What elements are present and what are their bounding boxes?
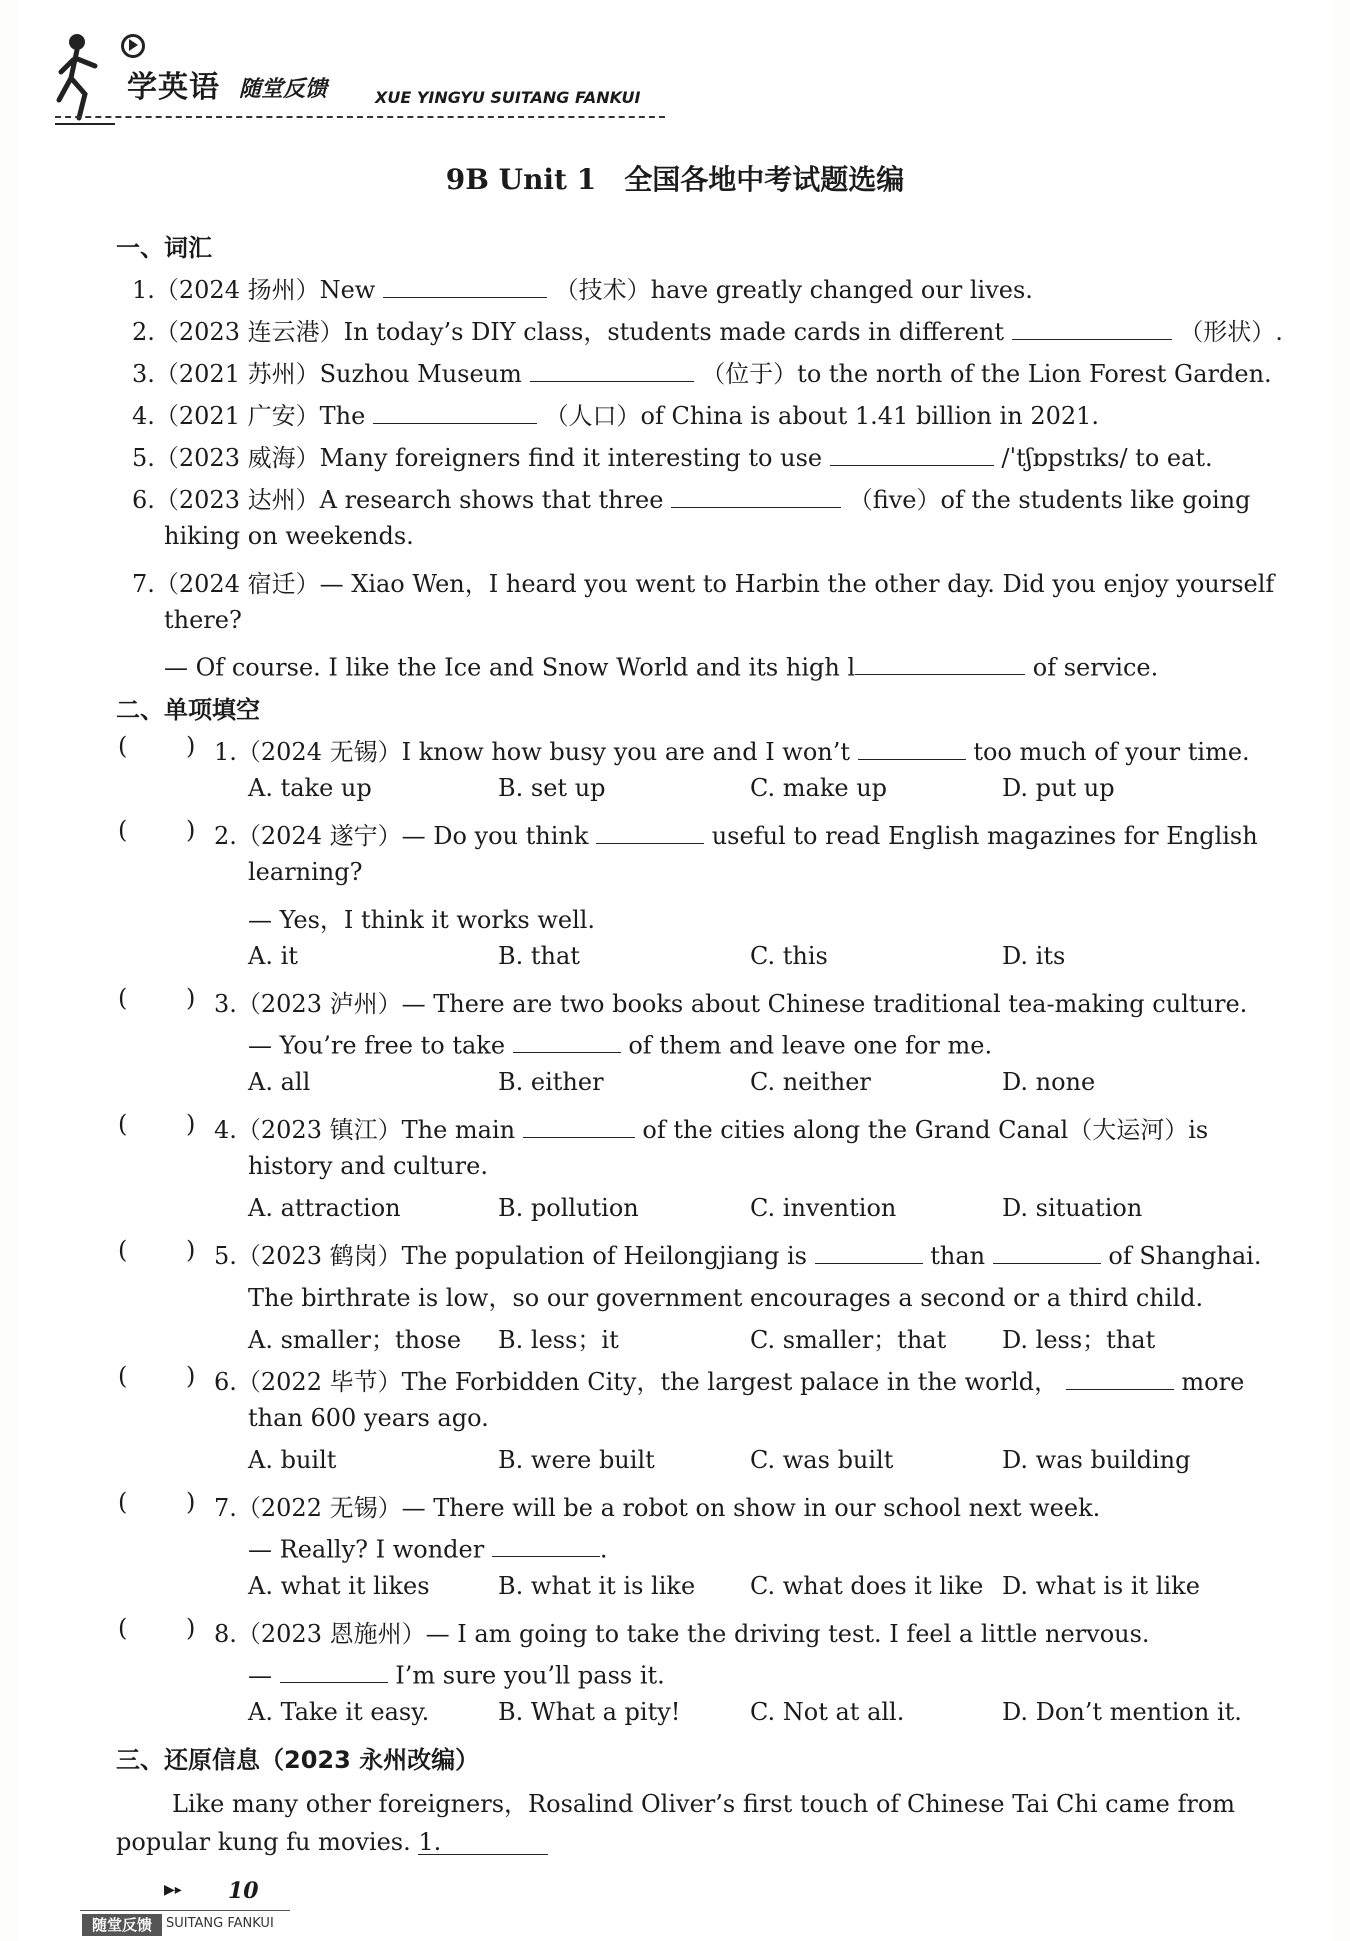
option-d[interactable]: D. less；that bbox=[1002, 1326, 1156, 1354]
page-number: 10 bbox=[228, 1878, 259, 1904]
vocab-item-text: 2.（2023 连云港）In today’s DIY class，students made cards in different bbox=[132, 318, 1004, 346]
option-d[interactable]: D. Don’t mention it. bbox=[1002, 1698, 1242, 1726]
option-c[interactable]: C. was built bbox=[750, 1446, 894, 1474]
question-stem: 5.（2023 鹤岗）The population of Heilongjiang is bbox=[214, 1242, 807, 1270]
question-stem: — bbox=[248, 1661, 272, 1690]
header-dashed-line bbox=[55, 116, 665, 118]
mc-question-6 bbox=[214, 1362, 1244, 1397]
option-b[interactable]: B. pollution bbox=[498, 1194, 639, 1222]
mc-question-7: 7.（2022 无锡）— There will be a robot on show in our school next week. bbox=[214, 1494, 1101, 1522]
option-b[interactable]: B. what it is like bbox=[498, 1572, 696, 1600]
answer-paren-right: ) bbox=[186, 984, 196, 1012]
option-c[interactable]: C. make up bbox=[750, 774, 888, 802]
option-b[interactable]: B. set up bbox=[498, 774, 606, 802]
option-c[interactable]: C. Not at all. bbox=[750, 1698, 905, 1726]
vocab-item-4 bbox=[132, 396, 1099, 431]
footer-arrows-icon: ▶▸ bbox=[164, 1882, 182, 1898]
option-a[interactable]: A. what it likes bbox=[248, 1572, 430, 1600]
mc-question-4 bbox=[214, 1110, 1208, 1145]
answer-blank[interactable] bbox=[492, 1530, 600, 1557]
answer-blank[interactable] bbox=[596, 817, 704, 844]
answer-blank[interactable] bbox=[1012, 313, 1172, 340]
option-c[interactable]: C. neither bbox=[750, 1068, 871, 1096]
answer-paren-left: ( bbox=[118, 732, 128, 760]
question-stem: useful to read English magazines for English bbox=[711, 822, 1258, 850]
option-b[interactable]: B. that bbox=[498, 942, 580, 970]
vocab-item-text: 1.（2024 扬州）New bbox=[132, 276, 376, 304]
mc-question-5-cont: The birthrate is low，so our government encourages a second or a third child. bbox=[248, 1284, 1204, 1312]
option-c[interactable]: C. invention bbox=[750, 1194, 897, 1222]
question-stem: . bbox=[599, 1535, 608, 1564]
option-a[interactable]: A. it bbox=[248, 942, 298, 970]
answer-blank[interactable] bbox=[530, 355, 694, 382]
play-triangle-icon bbox=[129, 39, 138, 51]
question-stem: — Really? I wonder bbox=[248, 1535, 485, 1564]
section2-heading: 二、单项填空 bbox=[116, 696, 260, 724]
answer-paren-left: ( bbox=[118, 1236, 128, 1264]
mc-question-5 bbox=[214, 1236, 1261, 1271]
vocab-item-text: 3.（2021 苏州）Suzhou Museum bbox=[132, 360, 522, 388]
vocab-item-text: 5.（2023 威海）Many foreigners find it interesting to use bbox=[132, 444, 823, 472]
option-a[interactable]: A. Take it easy. bbox=[248, 1698, 430, 1726]
page-title: 9B Unit 1 全国各地中考试题选编 bbox=[445, 163, 905, 196]
vocab-item-7: 7.（2024 宿迁）— Xiao Wen，I heard you went to Harbin the other day. Did you enjoy yourself bbox=[132, 570, 1275, 598]
option-d[interactable]: D. put up bbox=[1002, 774, 1115, 802]
answer-paren-right: ) bbox=[186, 1110, 196, 1138]
option-c[interactable]: C. smaller；that bbox=[750, 1326, 947, 1354]
answer-blank-1[interactable] bbox=[418, 1828, 548, 1855]
blank-number: 1. bbox=[418, 1828, 442, 1856]
answer-blank[interactable] bbox=[858, 733, 966, 760]
mc-question-8-reply bbox=[248, 1656, 665, 1689]
vocab-item-text: （技术）have greatly changed our lives. bbox=[554, 276, 1033, 304]
vocab-item-text: （人口）of China is about 1.41 billion in 2021. bbox=[544, 402, 1100, 430]
option-d[interactable]: D. what is it like bbox=[1002, 1572, 1200, 1600]
answer-paren-right: ) bbox=[186, 1488, 196, 1516]
mc-question-3: 3.（2023 泸州）— There are two books about Chinese traditional tea-making culture. bbox=[214, 990, 1248, 1018]
answer-paren-left: ( bbox=[118, 1362, 128, 1390]
mc-question-1 bbox=[214, 732, 1250, 767]
answer-blank[interactable] bbox=[513, 1026, 621, 1053]
section1-heading: 一、词汇 bbox=[116, 234, 212, 262]
option-b[interactable]: B. were built bbox=[498, 1446, 655, 1474]
header-en-title: XUE YINGYU SUITANG FANKUI bbox=[375, 88, 641, 107]
option-c[interactable]: C. what does it like bbox=[750, 1572, 984, 1600]
answer-paren-right: ) bbox=[186, 1236, 196, 1264]
vocab-item-7-cont: there? bbox=[164, 606, 242, 634]
vocab-item-text: 4.（2021 广安）The bbox=[132, 402, 366, 430]
answer-blank[interactable] bbox=[383, 271, 547, 298]
question-stem: of Shanghai. bbox=[1108, 1242, 1262, 1270]
header-cn-sub: 随堂反馈 bbox=[239, 77, 328, 102]
question-stem: 4.（2023 镇江）The main bbox=[214, 1116, 516, 1144]
question-stem: 6.（2022 毕节）The Forbidden City，the largest palace in the world， bbox=[214, 1368, 1059, 1396]
option-d[interactable]: D. its bbox=[1002, 942, 1066, 970]
header-banner bbox=[55, 28, 675, 128]
option-d[interactable]: D. situation bbox=[1002, 1194, 1143, 1222]
answer-paren-left: ( bbox=[118, 816, 128, 844]
answer-paren-left: ( bbox=[118, 984, 128, 1012]
answer-blank[interactable] bbox=[855, 648, 1025, 675]
mc-question-8: 8.（2023 恩施州）— I am going to take the driving test. I feel a little nervous. bbox=[214, 1620, 1150, 1648]
footer-en-label: SUITANG FANKUI bbox=[166, 1916, 274, 1931]
answer-paren-left: ( bbox=[118, 1110, 128, 1138]
footer-rule bbox=[80, 1910, 290, 1911]
question-stem: of them and leave one for me. bbox=[628, 1031, 993, 1060]
vocab-item-6 bbox=[132, 480, 1250, 515]
vocab-item-text: of service. bbox=[1032, 653, 1159, 682]
vocab-item-6-cont: hiking on weekends. bbox=[164, 522, 414, 550]
answer-blank[interactable] bbox=[830, 439, 994, 466]
vocab-item-3 bbox=[132, 354, 1272, 389]
question-stem: than bbox=[930, 1242, 986, 1270]
answer-blank[interactable] bbox=[280, 1656, 388, 1683]
mc-question-6-cont: than 600 years ago. bbox=[248, 1404, 489, 1432]
answer-blank[interactable] bbox=[993, 1237, 1101, 1264]
option-d[interactable]: D. was building bbox=[1002, 1446, 1191, 1474]
answer-paren-left: ( bbox=[118, 1488, 128, 1516]
vocab-item-5 bbox=[132, 438, 1213, 473]
vocab-item-text: （形状）. bbox=[1179, 318, 1283, 346]
option-a[interactable]: A. smaller；those bbox=[248, 1326, 462, 1354]
vocab-item-2 bbox=[132, 312, 1283, 347]
answer-paren-right: ) bbox=[186, 1614, 196, 1642]
question-stem: 2.（2024 遂宁）— Do you think bbox=[214, 822, 589, 850]
question-stem: I’m sure you’ll pass it. bbox=[395, 1661, 665, 1690]
question-stem: of the cities along the Grand Canal（大运河）is bbox=[642, 1116, 1209, 1144]
vocab-item-text: /ˈtʃɒpstɪks/ to eat. bbox=[1001, 444, 1213, 472]
answer-paren-right: ) bbox=[186, 732, 196, 760]
option-a[interactable]: A. built bbox=[248, 1446, 337, 1474]
option-b[interactable]: B. What a pity! bbox=[498, 1698, 681, 1726]
question-stem: more bbox=[1181, 1368, 1245, 1396]
section3-heading: 三、还原信息（2023 永州改编） bbox=[116, 1746, 480, 1774]
vocab-item-1 bbox=[132, 270, 1033, 305]
mc-question-7-reply bbox=[248, 1530, 608, 1563]
answer-paren-right: ) bbox=[186, 816, 196, 844]
option-b[interactable]: B. either bbox=[498, 1068, 604, 1096]
mc-question-2 bbox=[214, 816, 1258, 851]
footer-cn-label: 随堂反馈 bbox=[82, 1914, 162, 1936]
option-c[interactable]: C. this bbox=[750, 942, 828, 970]
question-stem: 1.（2024 无锡）I know how busy you are and I won’t bbox=[214, 738, 851, 766]
vocab-item-7-reply bbox=[164, 648, 1158, 681]
question-stem: — You’re free to take bbox=[248, 1031, 506, 1060]
vocab-item-text: 6.（2023 达州）A research shows that three bbox=[132, 486, 664, 514]
answer-paren-left: ( bbox=[118, 1614, 128, 1642]
answer-blank[interactable] bbox=[373, 397, 537, 424]
vocab-item-text: （位于）to the north of the Lion Forest Garden. bbox=[701, 360, 1272, 388]
option-d[interactable]: D. none bbox=[1002, 1068, 1096, 1096]
passage-text: popular kung fu movies. bbox=[116, 1828, 411, 1856]
mc-question-4-cont: history and culture. bbox=[248, 1152, 488, 1180]
passage-line-1: Like many other foreigners，Rosalind Oliver’s first touch of Chinese Tai Chi came from bbox=[172, 1790, 1236, 1818]
mc-question-2-cont: learning? bbox=[248, 858, 363, 886]
mc-question-2-reply: — Yes，I think it works well. bbox=[248, 906, 596, 934]
option-b[interactable]: B. less；it bbox=[498, 1326, 619, 1354]
mc-question-3-reply bbox=[248, 1026, 992, 1059]
vocab-item-text: — Of course. I like the Ice and Snow World and its high l bbox=[164, 653, 856, 682]
answer-paren-right: ) bbox=[186, 1362, 196, 1390]
option-a[interactable]: A. take up bbox=[248, 774, 372, 802]
passage-line-2 bbox=[116, 1828, 548, 1856]
answer-blank[interactable] bbox=[1066, 1363, 1174, 1390]
question-stem: too much of your time. bbox=[973, 738, 1250, 766]
answer-blank[interactable] bbox=[523, 1111, 635, 1138]
header-cn-title: 学英语 bbox=[127, 70, 220, 105]
vocab-item-text: （five）of the students like going bbox=[848, 486, 1251, 514]
answer-blank[interactable] bbox=[815, 1237, 923, 1264]
option-a[interactable]: A. attraction bbox=[248, 1194, 401, 1222]
option-a[interactable]: A. all bbox=[248, 1068, 311, 1096]
answer-blank[interactable] bbox=[671, 481, 841, 508]
